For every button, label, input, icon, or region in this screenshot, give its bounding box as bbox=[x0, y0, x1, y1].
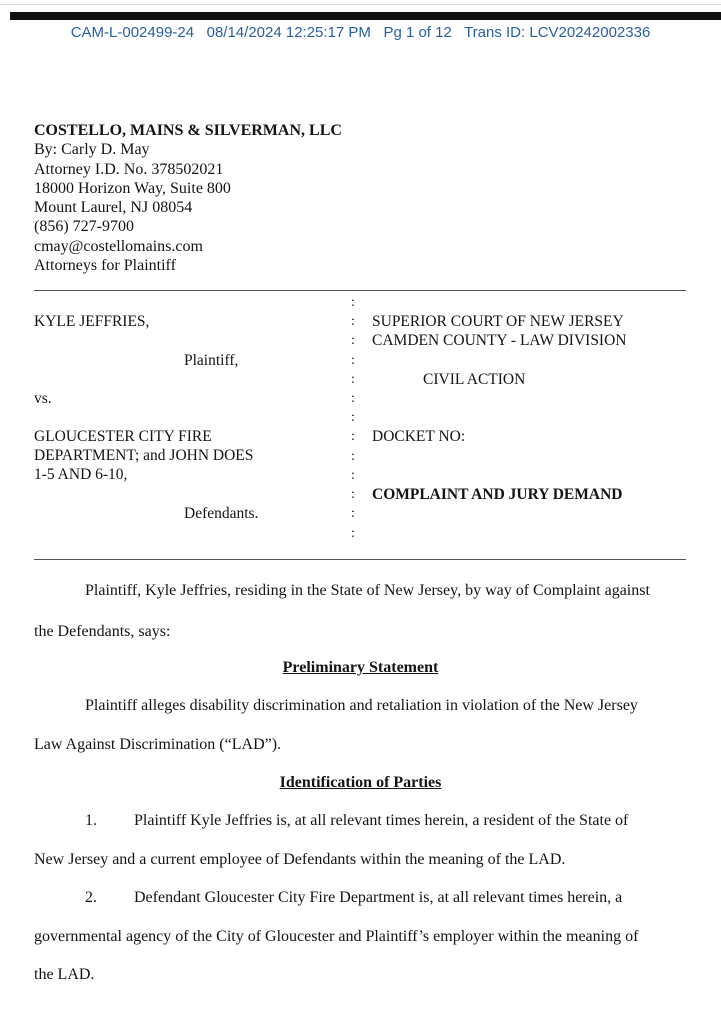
firm-name: COSTELLO, MAINS & SILVERMAN, LLC bbox=[34, 122, 342, 139]
separator-colon: : bbox=[351, 353, 355, 368]
separator-colon: : bbox=[351, 526, 355, 541]
separator-colon: : bbox=[351, 487, 355, 502]
document-title: COMPLAINT AND JURY DEMAND bbox=[372, 486, 623, 503]
header-redaction-bar bbox=[10, 12, 721, 20]
separator-colon: : bbox=[351, 314, 355, 329]
intro-line-2: the Defendants, says: bbox=[34, 623, 171, 640]
address-line-2: Mount Laurel, NJ 08054 bbox=[34, 199, 193, 217]
caption-top-rule bbox=[34, 290, 686, 291]
paragraph-number: 2. bbox=[85, 889, 97, 906]
stamp-page: Pg 1 of 12 bbox=[383, 24, 452, 41]
stamp-date: 08/14/2024 bbox=[206, 24, 282, 41]
address-line-1: 18000 Horizon Way, Suite 800 bbox=[34, 179, 231, 197]
preliminary-line-2: Law Against Discrimination (“LAD”). bbox=[34, 736, 282, 753]
defendant-line-2: DEPARTMENT; and JOHN DOES bbox=[34, 447, 254, 464]
filing-stamp bbox=[0, 24, 721, 41]
paragraph-line-2: governmental agency of the City of Gloucester and Plaintiff’s employer within the meaning of bbox=[34, 928, 639, 945]
preliminary-line-1: Plaintiff alleges disability discrimination and retaliation in violation of the New Jersey bbox=[85, 697, 638, 714]
intro-line-1: Plaintiff, Kyle Jeffries, residing in the State of New Jersey, by way of Complaint against bbox=[85, 582, 650, 599]
plaintiff-name: KYLE JEFFRIES, bbox=[34, 313, 150, 330]
attorney-name: By: Carly D. May bbox=[34, 141, 150, 159]
section-heading-preliminary-statement: Preliminary Statement bbox=[282, 659, 439, 676]
defendant-label: Defendants. bbox=[184, 505, 259, 522]
separator-colon: : bbox=[351, 410, 355, 425]
stamp-trans-id: Trans ID: LCV20242002336 bbox=[464, 24, 651, 41]
section-heading-identification-of-parties: Identification of Parties bbox=[279, 774, 442, 791]
separator-colon: : bbox=[351, 333, 355, 348]
separator-colon: : bbox=[351, 506, 355, 521]
separator-colon: : bbox=[351, 391, 355, 406]
paragraph-line-1: Plaintiff Kyle Jeffries is, at all relevant times herein, a resident of the State of bbox=[134, 812, 629, 829]
docket-label: DOCKET NO: bbox=[372, 428, 466, 445]
plaintiff-label: Plaintiff, bbox=[184, 352, 239, 369]
phone: (856) 727-9700 bbox=[34, 218, 134, 236]
attorney-role: Attorneys for Plaintiff bbox=[34, 257, 176, 275]
caption-bottom-rule bbox=[34, 559, 686, 560]
separator-colon: : bbox=[351, 449, 355, 464]
court-line-2: CAMDEN COUNTY - LAW DIVISION bbox=[372, 332, 627, 349]
defendant-line-3: 1-5 AND 6-10, bbox=[34, 466, 128, 483]
paragraph-line-2: New Jersey and a current employee of Defendants within the meaning of the LAD. bbox=[34, 851, 566, 868]
paragraph-line-1: Defendant Gloucester City Fire Department is, at all relevant times herein, a bbox=[134, 889, 623, 906]
paragraph-line-3: the LAD. bbox=[34, 966, 95, 983]
stamp-docket: CAM-L-002499-24 bbox=[70, 24, 195, 41]
defendant-line-1: GLOUCESTER CITY FIRE bbox=[34, 428, 212, 445]
court-line-1: SUPERIOR COURT OF NEW JERSEY bbox=[372, 313, 624, 330]
action-type: CIVIL ACTION bbox=[423, 371, 526, 388]
versus: vs. bbox=[34, 390, 52, 407]
separator-colon: : bbox=[351, 468, 355, 483]
separator-colon: : bbox=[351, 295, 355, 310]
attorney-id: Attorney I.D. No. 378502021 bbox=[34, 160, 224, 178]
page-top-border bbox=[0, 4, 721, 5]
stamp-time: 12:25:17 PM bbox=[285, 24, 371, 41]
separator-colon: : bbox=[351, 429, 355, 444]
attorney-block bbox=[34, 121, 342, 275]
separator-colon: : bbox=[351, 372, 355, 387]
email: cmay@costellomains.com bbox=[34, 237, 203, 255]
paragraph-number: 1. bbox=[85, 812, 97, 829]
